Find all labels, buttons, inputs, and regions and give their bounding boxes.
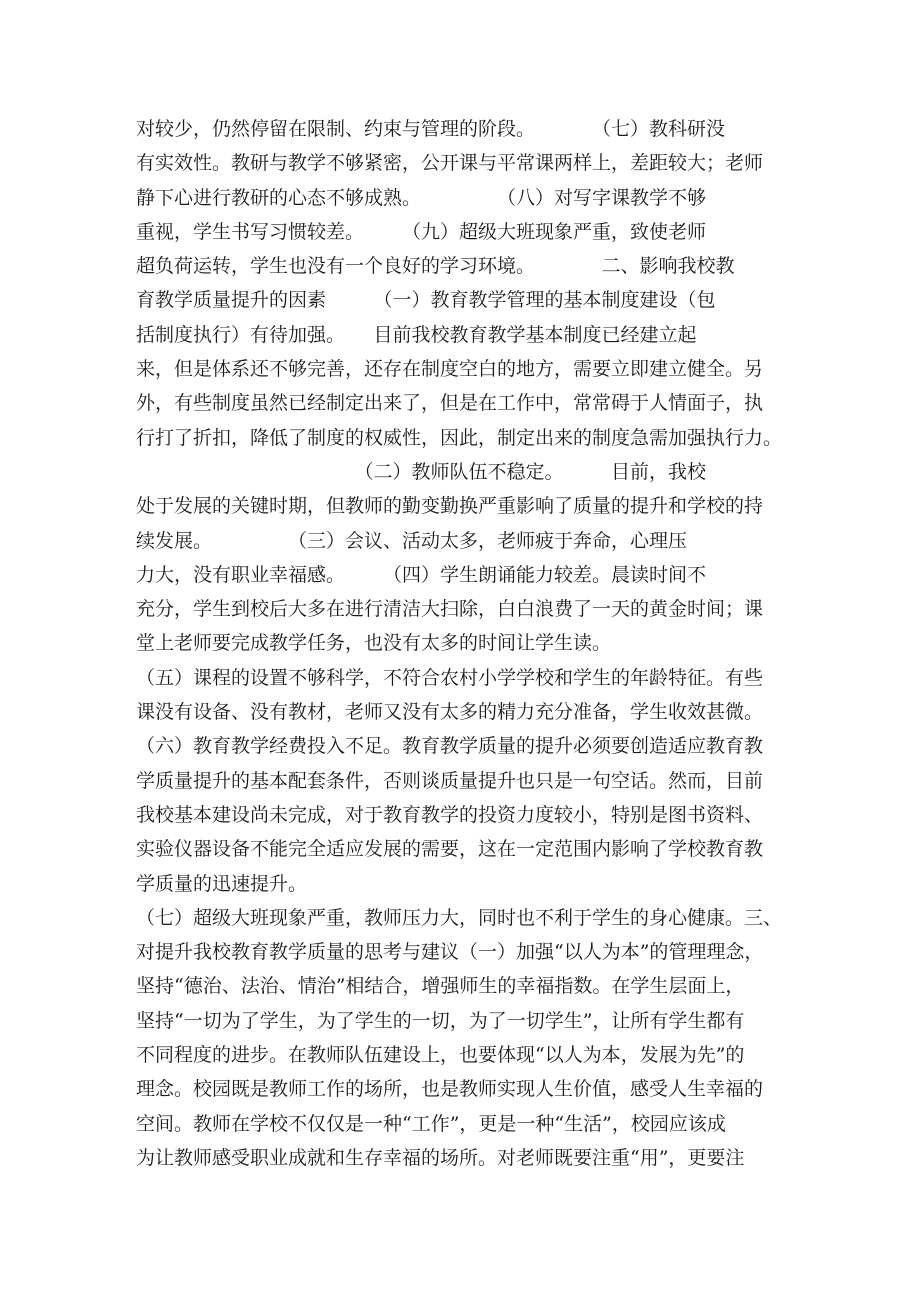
text-line: 重视，学生书写习惯较差。 （九）超级大班现象严重，致使老师 — [136, 220, 707, 243]
text-line: 超负荷运转，学生也没有一个良好的学习环境。 二、影响我校教 — [136, 255, 735, 278]
text-line: 外，有些制度虽然已经制定出来了，但是在工作中，常常碍于人情面子，执 — [136, 392, 764, 415]
text-line: 我校基本建设尚未完成，对于教育教学的投资力度较小，特别是图书资料、 — [136, 803, 764, 826]
text-line: 育教学质量提升的因素 （一）教育教学管理的基本制度建设（包 — [136, 289, 716, 312]
text-line: 处于发展的关键时期，但教师的勤变勤换严重影响了质量的提升和学校的持 — [136, 495, 764, 518]
text-line: 理念。校园既是教师工作的场所，也是教师实现人生价值，感受人生幸福的 — [136, 1078, 764, 1101]
text-line: 充分，学生到校后大多在进行清洁大扫除，白白浪费了一天的黄金时间；课 — [136, 598, 764, 621]
text-line: 学质量提升的基本配套条件，否则谈质量提升也只是一句空话。然而，目前 — [136, 769, 764, 792]
text-line: 坚持“德治、法治、情治”相结合，增强师生的幸福指数。在学生层面上， — [136, 975, 745, 998]
text-line: 为让教师感受职业成就和生存幸福的场所。对老师既要注重“用”，更要注 — [136, 1146, 745, 1169]
text-line: 对提升我校教育教学质量的思考与建议（一）加强“以人为本”的管理理念， — [136, 941, 764, 964]
text-line: 对较少，仍然停留在限制、约束与管理的阶段。 （七）教科研没 — [136, 118, 726, 140]
text-line: 学质量的迅速提升。 — [136, 872, 308, 895]
text-line: 实验仪器设备不能完全适应发展的需要，这在一定范围内影响了学校教育教 — [136, 838, 764, 861]
text-line: 不同程度的进步。在教师队伍建设上，也要体现“以人为本，发展为先”的 — [136, 1044, 745, 1067]
text-line: 堂上老师要完成教学任务，也没有太多的时间让学生读。 — [136, 632, 612, 655]
text-line: 静下心进行教研的心态不够成熟。 （八）对写字课教学不够 — [136, 186, 707, 209]
text-line: 续发展。 （三）会议、活动太多，老师疲于奔命，心理压 — [136, 529, 688, 552]
text-line: （二）教师队伍不稳定。 目前，我校 — [136, 460, 707, 483]
body-text — [136, 112, 796, 1175]
text-line: （七）超级大班现象严重，教师压力大，同时也不利于学生的身心健康。三、 — [136, 906, 783, 929]
text-line: （六）教育教学经费投入不足。教育教学质量的提升必须要创造适应教育教 — [136, 735, 764, 758]
text-line: 来，但是体系还不够完善，还存在制度空白的地方，需要立即建立健全。另 — [136, 358, 764, 381]
text-line: 行打了折扣，降低了制度的权威性，因此，制定出来的制度急需加强执行力。 — [136, 426, 783, 449]
text-line: 坚持“一切为了学生，为了学生的一切，为了一切学生”，让所有学生都有 — [136, 1009, 745, 1032]
text-line: 力大，没有职业幸福感。 （四）学生朗诵能力较差。晨读时间不 — [136, 563, 707, 586]
text-line: 有实效性。教研与教学不够紧密，公开课与平常课两样上，差距较大；老师 — [136, 152, 764, 175]
text-line: 空间。教师在学校不仅仅是一种“工作”，更是一种“生活”，校园应该成 — [136, 1112, 726, 1135]
text-line: 课没有设备、没有教材，老师又没有太多的精力充分准备，学生收效甚微。 — [136, 701, 764, 724]
text-line: （五）课程的设置不够科学，不符合农村小学学校和学生的年龄特征。有些 — [136, 666, 764, 689]
text-line: 括制度执行）有待加强。 目前我校教育教学基本制度已经建立起 — [136, 323, 697, 346]
